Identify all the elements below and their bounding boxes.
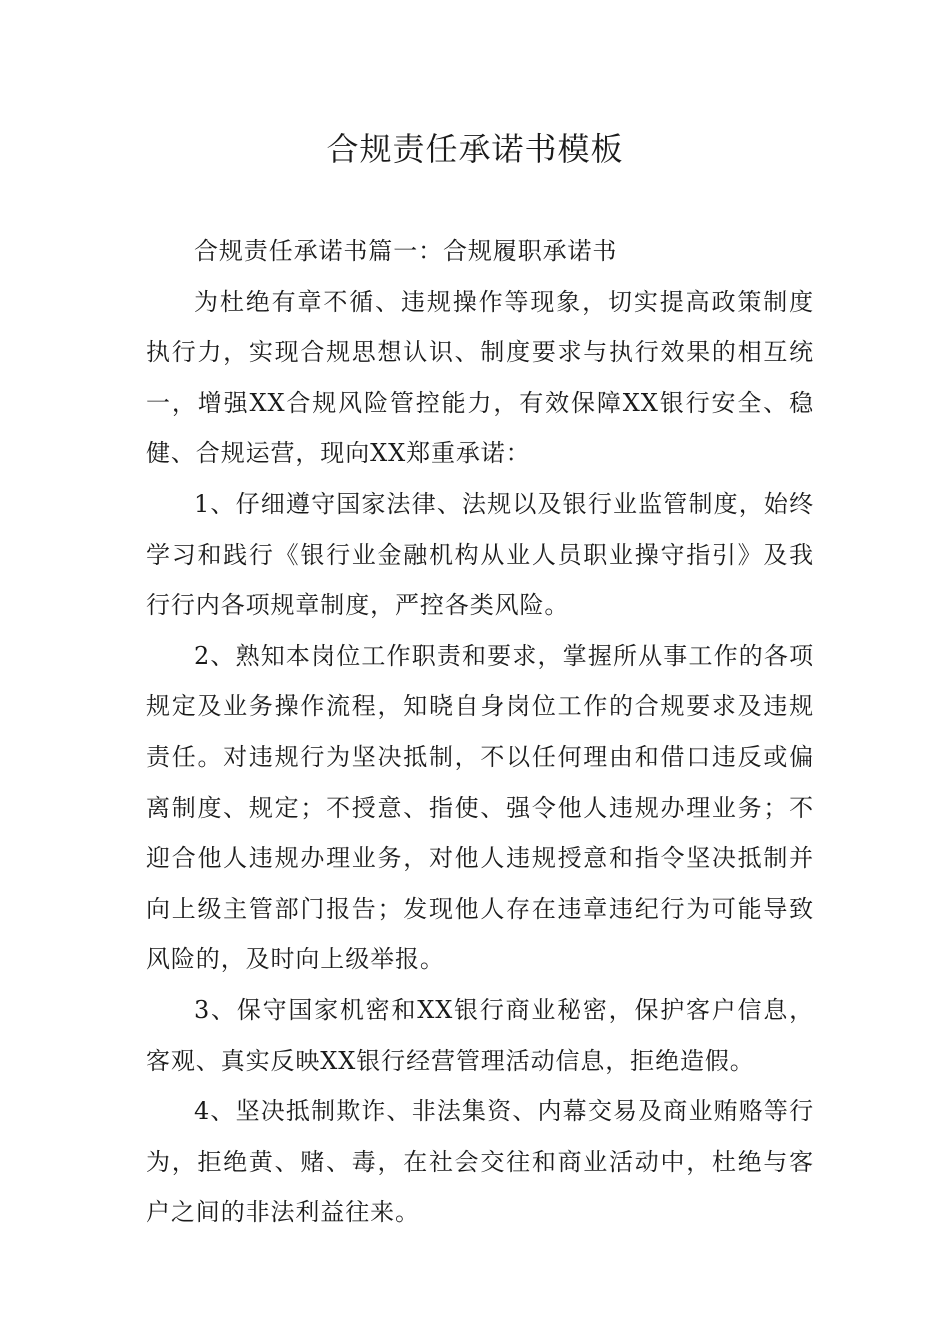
document-title: 合规责任承诺书模板 <box>326 130 624 168</box>
commitment-item-3: 3、保守国家机密和XX银行商业秘密，保护客户信息，客观、真实反映XX银行经营管理活动信息，拒绝造假。 <box>146 995 814 1075</box>
section-heading: 合规责任承诺书篇一：合规履职承诺书 <box>194 237 618 265</box>
document-body <box>146 226 814 1238</box>
commitment-item-1: 1、仔细遵守国家法律、法规以及银行业监管制度，始终学习和践行《银行业金融机构从业人员职业操守指引》及我行行内各项规章制度，严控各类风险。 <box>146 489 814 620</box>
commitment-item-2: 2、熟知本岗位工作职责和要求，掌握所从事工作的各项规定及业务操作流程，知晓自身岗位工作的合规要求及违规责任。对违规行为坚决抵制，不以任何理由和借口违反或偏离制度、规定；不授意、指使、强令他人违规办理业务；不迎合他人违规办理业务，对他人违规授意和指令坚决抵制并向上级主管部门报告；发现他人存在违章违纪行为可能导致风险的，及时向上级举报。 <box>146 641 814 974</box>
commitment-item-4: 4、坚决抵制欺诈、非法集资、内幕交易及商业贿赂等行为，拒绝黄、赌、毒，在社会交往和商业活动中，杜绝与客户之间的非法利益往来。 <box>146 1097 814 1227</box>
intro-paragraph: 为杜绝有章不循、违规操作等现象，切实提高政策制度执行力，实现合规思想认识、制度要求与执行效果的相互统一，增强XX合规风险管控能力，有效保障XX银行安全、稳健、合规运营，现向XX郑重承诺： <box>146 287 814 468</box>
